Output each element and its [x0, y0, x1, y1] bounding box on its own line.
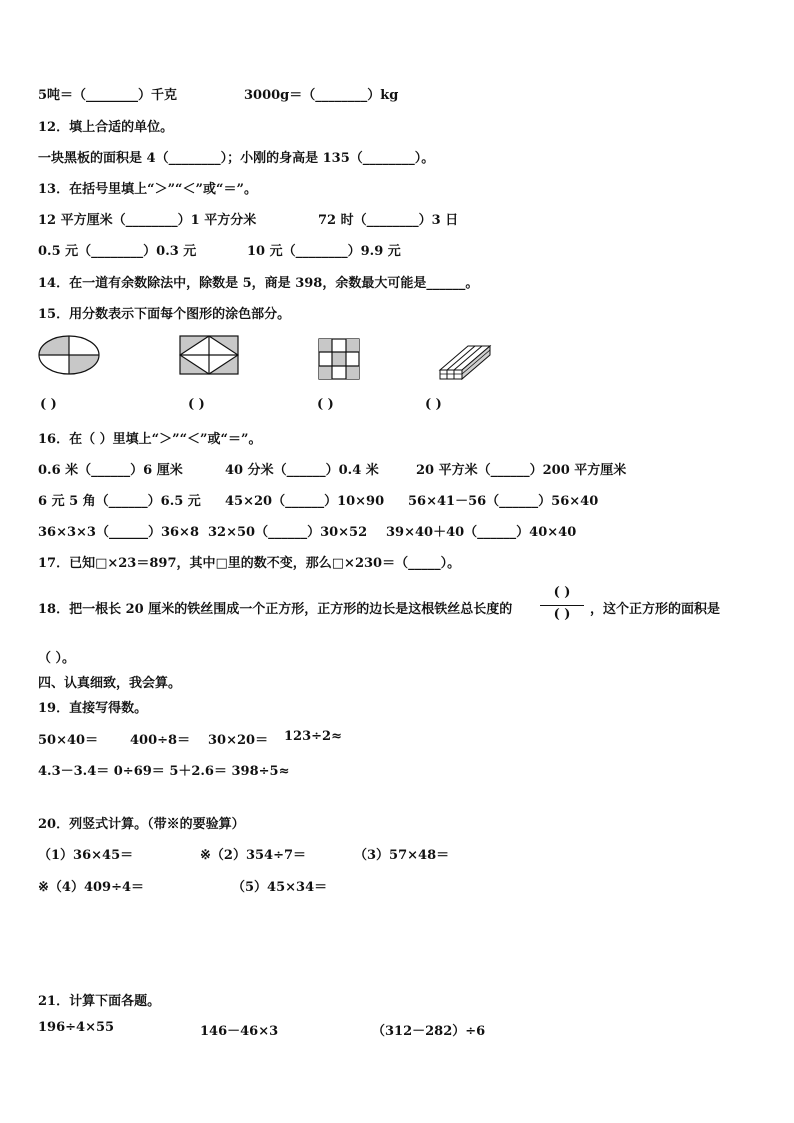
q20-b: ※（2）354÷7＝: [200, 848, 307, 863]
q20-c: （3）57×48＝: [354, 848, 450, 863]
q19-r2: 4.3－3.4＝ 0÷69＝ 5＋2.6＝ 398÷5≈: [38, 764, 290, 779]
q13-r2a: 0.5 元（________）0.3 元: [38, 244, 197, 259]
q12-text: 一块黑板的面积是 4（________）；小刚的身高是 135（________）。: [38, 151, 435, 166]
grid-square-icon: [318, 338, 360, 380]
q16-r2b: 45×20（______）10×90: [225, 494, 385, 509]
q17-text: 17．已知□×23＝897，其中□里的数不变，那么□×230＝（_____）。: [38, 556, 461, 571]
q19-r1d: 123÷2≈: [284, 729, 342, 744]
q19-r1a: 50×40＝: [38, 733, 99, 748]
q13-title: 13．在括号里填上“＞”“＜”或“＝”。: [38, 182, 257, 197]
q21-c: （312－282）÷6: [372, 1024, 486, 1039]
q19-r1c: 30×20＝: [208, 733, 269, 748]
q20-e: （5）45×34＝: [232, 880, 328, 895]
q18-denominator: ( ): [553, 607, 571, 622]
q12-title: 12．填上合适的单位。: [38, 120, 174, 135]
q20-a: （1）36×45＝: [38, 848, 134, 863]
q20-title: 20．列竖式计算。（带※的要验算）: [38, 817, 245, 832]
q18-text-c: （ ）。: [38, 651, 76, 666]
q15-answer-2: ( ): [188, 397, 205, 412]
q16-title: 16．在（ ）里填上“＞”“＜”或“＝”。: [38, 432, 262, 447]
q13-r1a: 12 平方厘米（________）1 平方分米: [38, 213, 257, 228]
q18-text-b: ，这个正方形的面积是: [590, 602, 721, 617]
q18-fraction: [538, 585, 586, 625]
convert-grams: 3000g＝（________）kg: [244, 88, 399, 103]
q16-r2c: 56×41－56（______）56×40: [408, 494, 599, 509]
convert-tons: 5吨＝（________）千克: [38, 88, 178, 103]
q16-r1b: 40 分米（______）0.4 米: [225, 463, 379, 478]
section-4-title: 四、认真细致，我会算。: [38, 676, 182, 691]
q15-answer-3: ( ): [317, 397, 334, 412]
q15-answer-4: ( ): [425, 397, 442, 412]
q16-r1a: 0.6 米（______）6 厘米: [38, 463, 183, 478]
q16-r1c: 20 平方米（______）200 平方厘米: [416, 463, 627, 478]
rectangle-diamond-icon: [179, 335, 239, 375]
q18-numerator: ( ): [553, 585, 571, 600]
q16-r3a: 36×3×3（______）36×8: [38, 525, 199, 540]
stacked-prisms-icon: [438, 342, 492, 382]
q16-r3b: 32×50（______）30×52: [208, 525, 368, 540]
q13-r1b: 72 时（________）3 日: [318, 213, 459, 228]
q16-r3c: 39×40＋40（______）40×40: [386, 525, 577, 540]
q14-text: 14．在一道有余数除法中，除数是 5，商是 398，余数最大可能是______。: [38, 276, 479, 291]
q15-title: 15．用分数表示下面每个图形的涂色部分。: [38, 307, 291, 322]
q19-r1b: 400÷8＝: [130, 733, 191, 748]
q21-title: 21．计算下面各题。: [38, 994, 161, 1009]
q21-b: 146－46×3: [200, 1024, 279, 1039]
q15-answer-1: ( ): [40, 397, 57, 412]
fraction-bar: [540, 605, 584, 606]
q18-text-a: 18．把一根长 20 厘米的铁丝围成一个正方形，正方形的边长是这根铁丝总长度的: [38, 602, 513, 617]
q21-a: 196÷4×55: [38, 1020, 115, 1035]
q13-r2b: 10 元（________）9.9 元: [247, 244, 401, 259]
ellipse-quarters-icon: [37, 334, 101, 376]
q19-title: 19．直接写得数。: [38, 701, 148, 716]
q16-r2a: 6 元 5 角（______）6.5 元: [38, 494, 201, 509]
q20-d: ※（4）409÷4＝: [38, 880, 145, 895]
